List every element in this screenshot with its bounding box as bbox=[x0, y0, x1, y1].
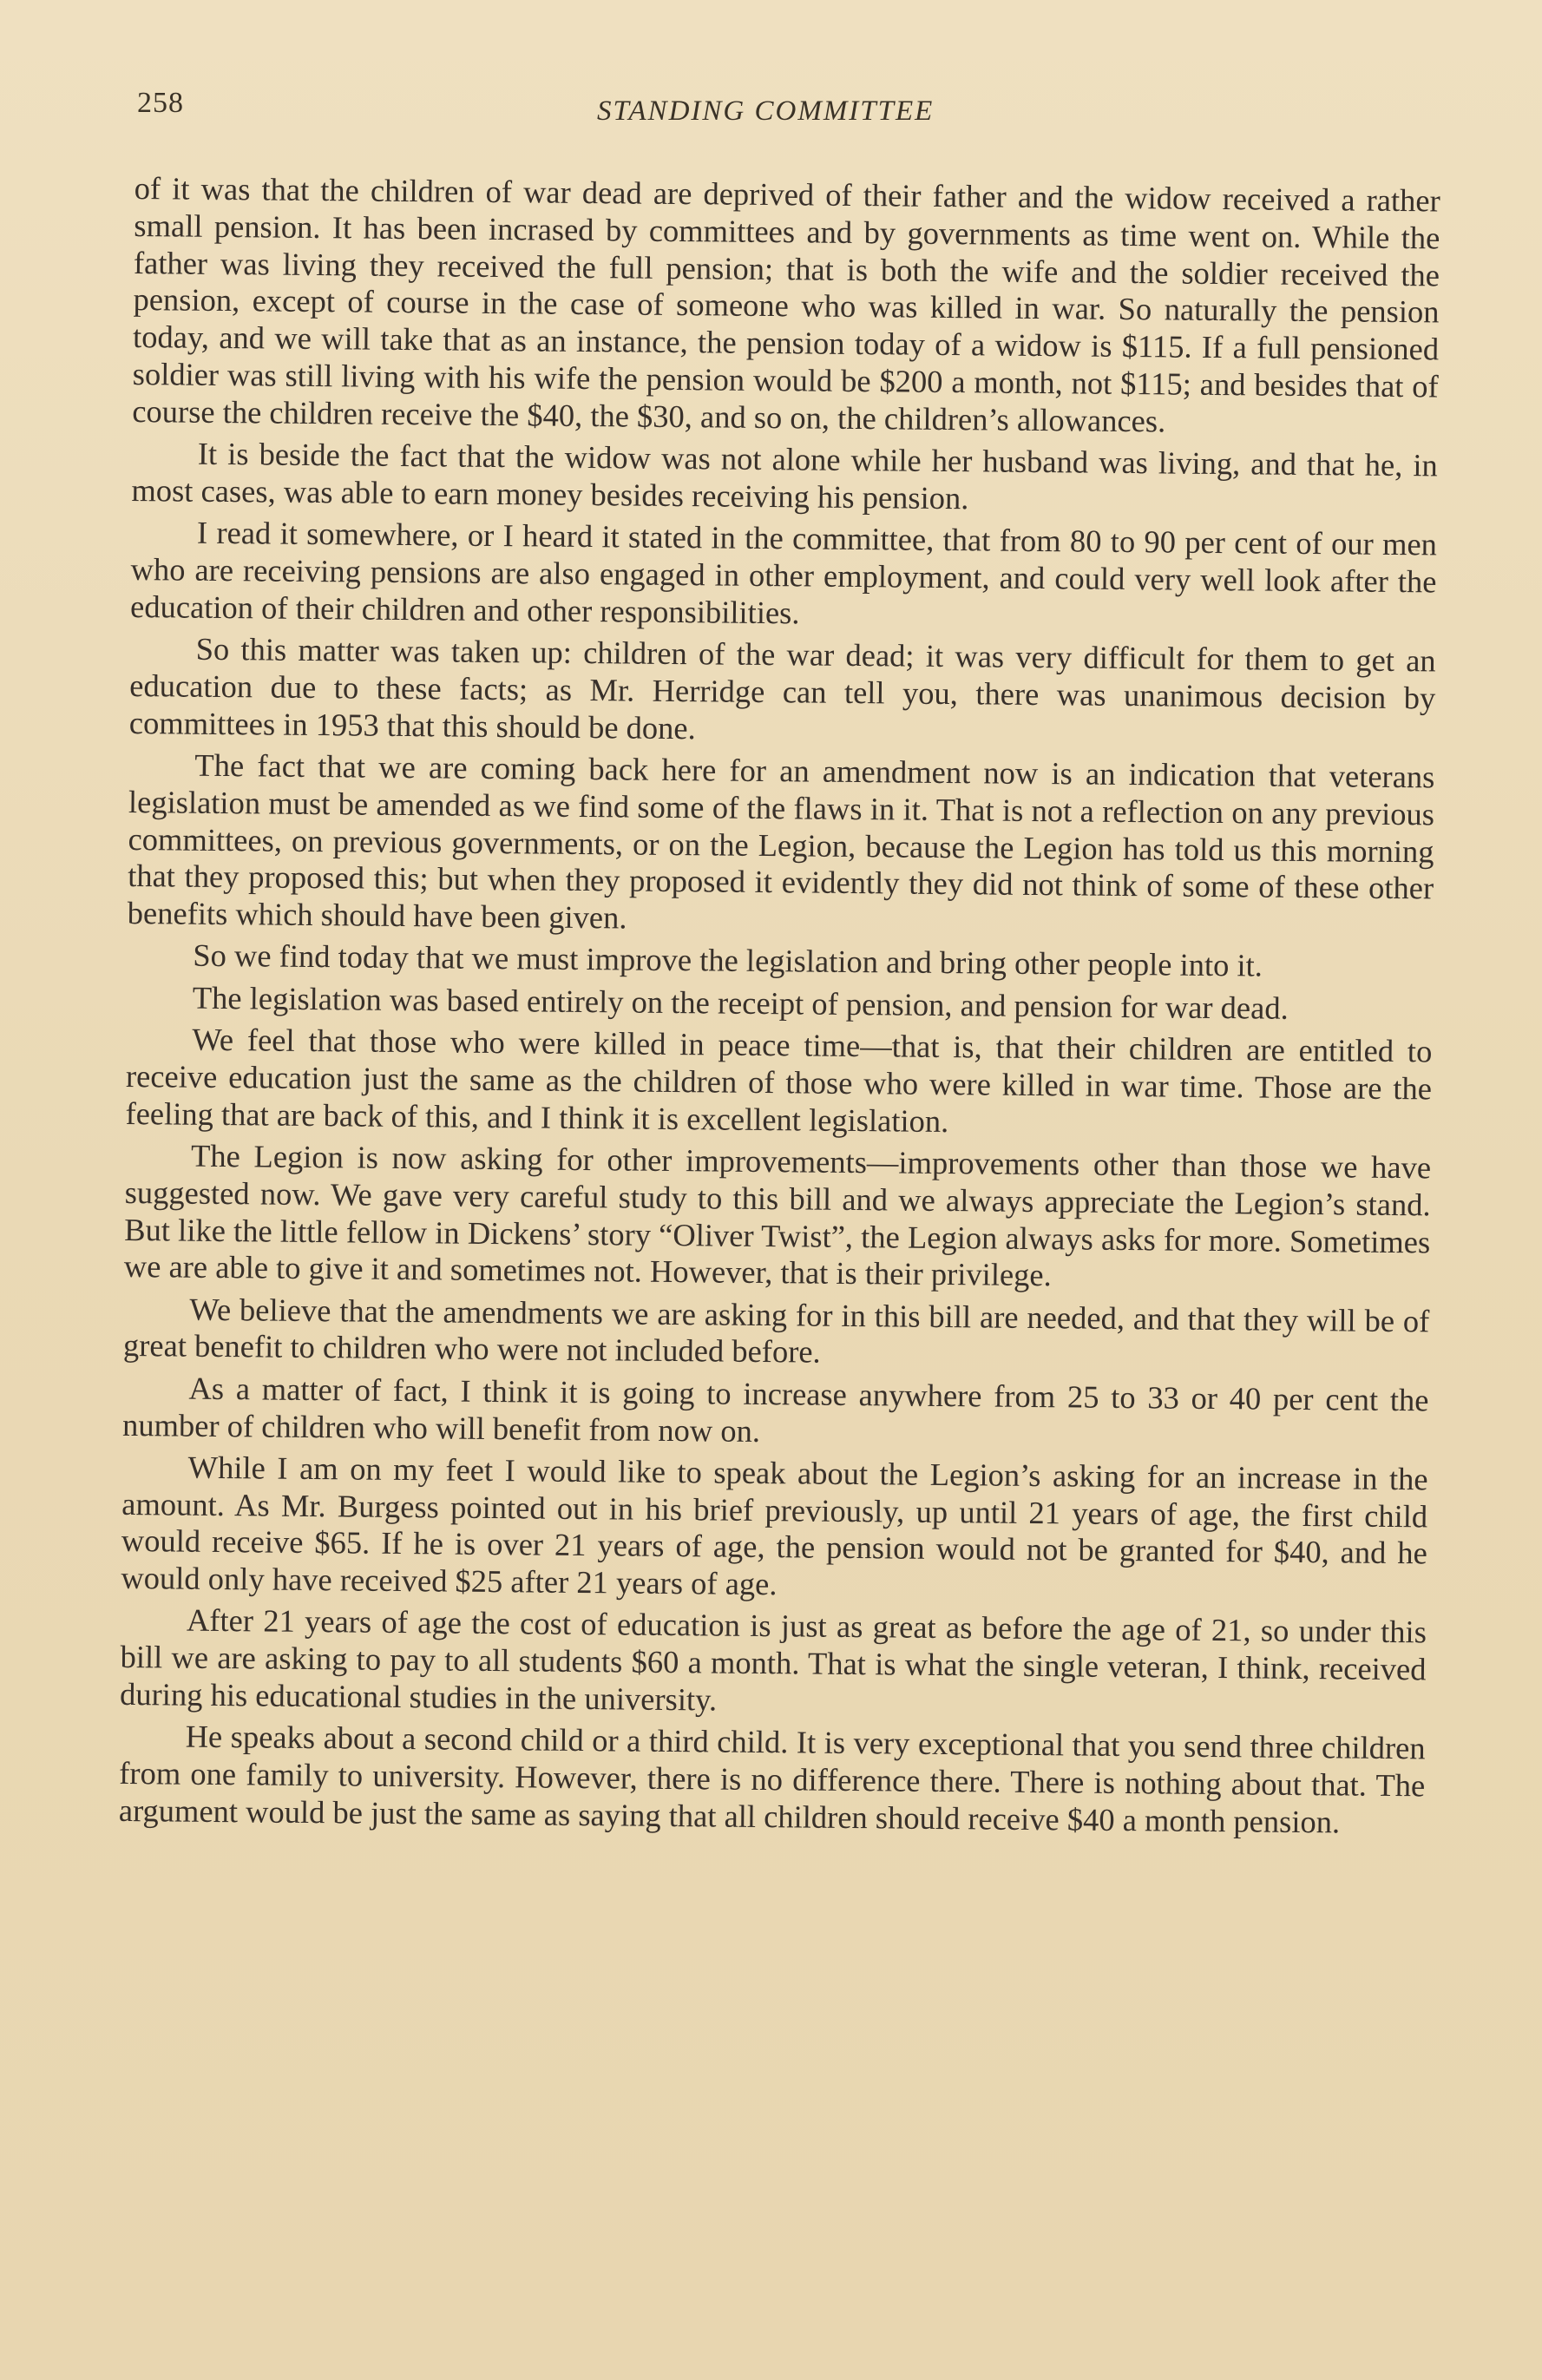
paragraph: As a matter of fact, I think it is going to increase anywhere from 25 to 33 or 40 per cent the number of children who will benefit from now on. bbox=[121, 1370, 1429, 1449]
running-head: STANDING COMMITTEE bbox=[597, 95, 935, 127]
paragraph: So we find today that we must improve the legislation and bring other people into it. bbox=[193, 937, 1263, 983]
paragraph: He speaks about a second child or a third child. It is very exceptional that you send three children from one family to university. However, there is no difference there. There is nothing about that. The argument would be just the same as saying that all children should receive $40 a month pension. bbox=[118, 1719, 1426, 1840]
paragraph: So this matter was taken up: children of the war dead; it was very difficult for them to get an education due to these facts; as Mr. Herridge can tell you, there was unanimous decision by committees in 1953 that this should be done. bbox=[128, 630, 1436, 746]
paragraph: The legislation was based entirely on the receipt of pension, and pension for war dead. bbox=[192, 979, 1289, 1026]
paragraph-continuation: of it was that the children of war dead are deprived of their father and the widow received a rather small pension. It has been incrased by committees and by governments as time went on. While the father was living they received the full pension; that is both the wife and the soldier received the pension, except of course in the case of someone who was killed in war. So naturally the pension today, and we will take that as an instance, the pension today of a widow is $115. If a full pensioned soldier was still living with his wife the pension would be $200 a month, not $115; and besides that of course the children receive the $40, the $30, and so on, the children’s allowances. bbox=[132, 170, 1440, 439]
paragraph: We believe that the amendments we are asking for in this bill are needed, and that they will be of great benefit to children who were not included before. bbox=[122, 1291, 1430, 1371]
paragraph: I read it somewhere, or I heard it stated in the committee, that from 80 to 90 per cent of our men who are receiving pensions are also engaged in other employment, and could very well look after the education of their children and other responsibilities. bbox=[129, 514, 1438, 631]
paragraph: The Legion is now asking for other improvements—improvements other than those we have suggested now. We gave very careful study to this bill and we always appreciate the Legion’s stand. But like the little fellow in Dickens’ story “Oliver Twist”, the Legion always asks for more. Sometimes we are able to give it and sometimes not. However, that is their privilege. bbox=[123, 1137, 1432, 1293]
paragraph: The fact that we are coming back here for an amendment now is an indication that veterans legislation must be amended as we find some of the flaws in it. That is not a reflection on any previous committees, on previous governments, or on the Legion, because the Legion has told us this morning that they proposed this; but when they proposed it evidently they did not think of some of these other benefits which should have been given. bbox=[127, 746, 1435, 936]
page-number: 258 bbox=[137, 87, 184, 119]
page-header bbox=[137, 87, 1439, 139]
paragraph: After 21 years of age the cost of education is just as great as before the age of 21, so under this bill we are asking to pay to all students $60 a month. That is what the single veteran, I think, received during his educational studies in the university. bbox=[119, 1602, 1427, 1718]
paragraph: We feel that those who were killed in peace time—that is, that their children are entitled to receive education just the same as the children of those who were killed in war time. Those are the feeling that are back of this, and I think it is excellent legislation. bbox=[125, 1021, 1433, 1139]
paragraph: It is beside the fact that the widow was not alone while her husband was living, and that he, in most cases, was able to earn money besides receiving his pension. bbox=[131, 435, 1439, 516]
paragraph: While I am on my feet I would like to speak about the Legion’s asking for an increase in the amount. As Mr. Burgess pointed out in his brief previously, up until 21 years of age, the first child would receive $65. If he is over 21 years of age, the pension would not be granted for $40, and he would only have received $25 after 21 years of age. bbox=[121, 1449, 1428, 1602]
body-text bbox=[119, 170, 1440, 1847]
